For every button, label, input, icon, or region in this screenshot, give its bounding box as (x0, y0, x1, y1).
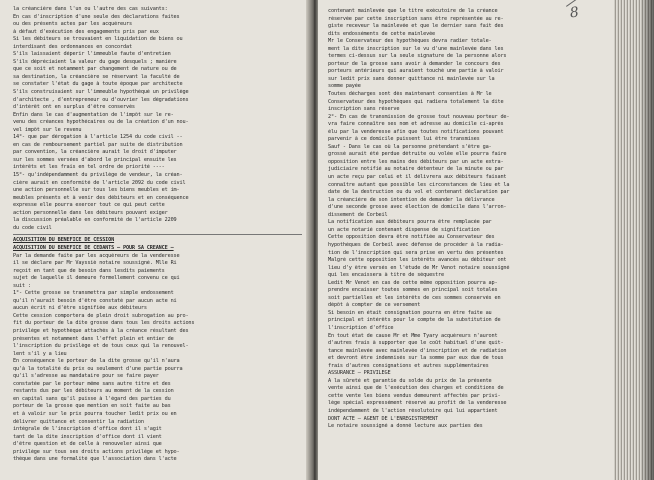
text-line: hypothèques de Corbeil avec défense de procéder à la radia- (328, 241, 504, 248)
text-line: Malgré cette opposition les intérêts avancés au débiteur ont (328, 257, 507, 264)
text-line: présentes et notamment dans l'effet plein et entier de (13, 335, 174, 342)
text-line: S'ils construisaient sur l'immeuble hypothéqué un privilège (13, 89, 189, 96)
text-line: Sauf - Dans le cas où la personne prétendant s'être ga- (328, 143, 492, 150)
text-line: d'architecte , d'entrepreneur ou d'ouvrier les dégradations (13, 96, 189, 103)
text-line: En tout état de cause Mr et Mme Tyary acquéreurs n'auront (328, 332, 498, 339)
text-line: la discussion préalable en conformité de l'article 2209 (13, 217, 177, 224)
text-line: ment la dite inscription sur le vu d'une mainlevée dans les (328, 45, 504, 52)
text-line: dits endosséments de cette mainlevée (328, 30, 436, 37)
text-line: lent s'il y a lieu (13, 350, 67, 357)
text-line: restants dus par les débiteurs au moment de la cession (13, 388, 174, 395)
text-line: sur les sommes versées d'abord le principal ensuite les (13, 156, 177, 163)
text-line: que ce soit et notamment par changement de nature ou de (13, 66, 177, 73)
text-line: élu par la venderesse afin que toutes notifications pouvant (328, 128, 504, 135)
text-line: qui les encaissera à titre de séquestre (328, 272, 444, 279)
text-line: tion de l'inscription qui sera prise en vertu des présentes (328, 249, 504, 256)
text-line: l'inscription d'office (328, 324, 394, 331)
text-line: En cas d'inscription d'une seule des déclarations faites (13, 13, 180, 20)
text-line: Mr le Conservateur des hypothèques devra radier totale- (328, 38, 492, 45)
text-line: suit : (13, 282, 31, 289)
text-line: en capital sans qu'il puisse à l'égard des parties du (13, 395, 171, 402)
text-line: qu'il n'aurait besoin d'être constaté par aucun acte ni (13, 297, 177, 304)
text-line: inscription sans réserve (328, 106, 400, 113)
text-line: réservée par cette inscription sans être représentée au re- (328, 15, 504, 22)
text-line: constatée par le porteur même sans autre titre et des (13, 380, 171, 387)
text-line: porteur de la grosse sans avoir à demander le concours des (328, 60, 501, 67)
text-line: porteur de la grosse que mention en soit faite au bas (13, 403, 171, 410)
text-line: tance mainlevée avec mainlevée d'inscription et de radiation (328, 347, 507, 354)
text-line: dissement de Corbeil (328, 211, 388, 218)
text-line: En conséquence le porteur de la dite grosse qu'il n'aura (13, 358, 180, 365)
text-line: Conservateur des hypothèques qui radiera totalement la dite (328, 98, 504, 105)
section-rule (13, 234, 302, 235)
text-line: la créancière dans l'un ou l'autre des cas suivants: (13, 6, 168, 12)
text-line: judiciaire notifié au notaire détenteur de la minute ou par (328, 166, 504, 173)
text-line: prendre encaisser toutes sommes en principal soit totales (328, 287, 498, 294)
text-line: il se déclare par Mr Vayssiè notaire soussigné. Mlle Ri (13, 260, 177, 267)
text-line: connaître autant que possible les circonstances de lieu et la (328, 181, 510, 188)
text-line: Cette opposition devra être notifiée au Conservateur des (328, 234, 495, 241)
text-line: lieu d'y être versés en l'étude de Mr Venot notaire soussigné (328, 264, 510, 271)
text-line: 14°- que par dérogation à l'article 1254 du code civil -- (13, 134, 183, 141)
text-line: soit partielles et les intérêts de ces sommes conservés en (328, 294, 501, 301)
text-line: intérêts et les frais en tel ordre de priorité ---- (13, 164, 165, 171)
text-line: par convention, la créancière aurait le droit d'imputer (13, 149, 177, 156)
text-line: reçoit en tant que de besoin dans lesdits paiements (13, 267, 165, 274)
text-line: Cette cession comportera de plein droit subrogation au pro- (13, 312, 189, 319)
text-line: lège spécial expressément réservé au profit de la venderesse (328, 400, 507, 407)
text-line: fit du porteur de la dite grosse dans tous les droits actions (13, 320, 195, 327)
text-line: Si les débiteurs se trouvaient en liquidation de biens ou (13, 36, 183, 43)
text-line: vel impôt sur le revenu (13, 126, 82, 133)
left-page (0, 0, 310, 480)
text-line: venu des créances hypothécaires ou de la création d'un nou- (13, 119, 189, 126)
text-line: cette vente les biens vendus demeurent affectés par privi- (328, 392, 501, 399)
text-line: tant de la dite inscription d'office dont il vient (13, 433, 162, 440)
text-line: parvenir à ce domicile puissent lui être transmises (328, 136, 480, 143)
text-line: indépendamment de l'action résolutoire qui lui appartient (328, 407, 498, 414)
text-line: frais d'autres consignations et autres supplémentaires (328, 362, 489, 369)
text-line: meubles présents et à venir des débiteurs et en conséquence (13, 194, 189, 201)
text-line: ou des présents actes par les acquéreurs (13, 21, 132, 28)
text-line: d'intérêt ont en surplus d'être conservés (13, 104, 135, 111)
text-line: sujet de laquelle il demeure formellement convenu ce qui (13, 275, 180, 282)
text-line: d'être question et de celle à renouveler ainsi que (13, 441, 162, 448)
text-line: un acte notarié contenant dispense de signification (328, 226, 480, 233)
text-line: S'ils laissaient déperir l'immeuble faute d'entretien (13, 51, 171, 58)
text-line: qu'il s'adresse au mandataire pour se faire payer (13, 373, 159, 380)
text-line: action personnelle dans les débiteurs pouvant exiger (13, 209, 168, 216)
folio-number: 8 (568, 4, 580, 22)
text-line: délivrer quittance et consentir la radiation (13, 418, 144, 425)
text-line: sa destination, la créancière se réservant la faculté de (13, 73, 180, 80)
right-page (318, 0, 614, 480)
text-line: un acte reçu par celui et il délivrera aux débiteurs faisant (328, 174, 507, 181)
text-line: S'ils dépréciaient la valeur du gage desquels ; manière (13, 58, 177, 65)
text-line: principal et intérêts pour le compte de la substitution de (328, 317, 501, 324)
text-line: 2°- En cas de transmission de grosse tout nouveau porteur de- (328, 113, 510, 120)
text-line: Si besoin en était consignation pourra en être faite au (328, 309, 492, 316)
text-line: à défaut d'exécution des engagements pris par eux (13, 28, 159, 35)
page-edges-shadow (640, 0, 654, 480)
text-line: interdisant des ordonnances en concordat (13, 43, 132, 50)
text-line: privilège sur tous ses droits actions privilège et hypo- (13, 448, 180, 455)
text-line: en cas de remboursement partiel par suite de distribution (13, 141, 183, 148)
text-line: d'autres frais à supporter que le coût habituel d'une quit- (328, 340, 504, 347)
text-line: opposition entre les mains des débiteurs par un acte extra- (328, 158, 504, 165)
text-line: se constater l'état du gage à toute époque par architecte (13, 81, 183, 88)
text-line: du code civil (13, 224, 52, 231)
text-line: 15°- qu'indépendamment du privilège de vendeur, la créan- (13, 172, 183, 179)
text-line: privilège et hypothèque attachés à la créance résultant des (13, 327, 189, 334)
text-line: contenant mainlevée que le titre exécutoire de la créance (328, 8, 498, 14)
text-line: qu'à la totalité du prix ou seulement d'une partie pourra (13, 365, 183, 372)
text-line: une action personnelle sur tous les biens meubles et im- (13, 187, 180, 194)
text-line: sur ledit prix sans donner quittance ni mainlevée sur la (328, 75, 495, 82)
text-line: ASSURANCE — PRIVILÈGE (328, 370, 391, 377)
text-line: aucun écrit ni d'être signifiée aux débiteurs (13, 305, 147, 312)
text-line: DONT ACTE — AGENT DE L'ENREGISTREMENT (328, 415, 439, 422)
text-line: grossé aurait été perdue détruite ou volée elle pourra faire (328, 151, 507, 158)
text-line: date de la destruction ou du vol et contenant déclaration par (328, 189, 510, 196)
text-line: cière aurait en conformité de l'article 2092 du code civil (13, 179, 186, 186)
text-line: termes ci-dessus sur la seule signature de la personne alors (328, 53, 507, 60)
text-line: somme payée (328, 83, 361, 90)
section-subheading: ACQUISITION DU BÉNÉFICE DE CÉDANTS — POUR SA CRÉANCE — (13, 244, 174, 251)
text-line: Le notaire soussigné a donné lecture aux parties des (328, 423, 483, 430)
text-line: expresse elle pourra exercer tout ce qui peut cette (13, 202, 165, 209)
text-line: et devront être indemnisés sur la somme par eux due de tous (328, 355, 504, 362)
text-line: giste receveur la mainlevée et que le dernier sans fait des (328, 23, 504, 30)
text-line: 1°- Cette grosse se transmettra par simple endossement (13, 290, 174, 297)
text-line: l'inscription du privilège et de tous ceux qui la renouvel- (13, 343, 189, 350)
section-heading: ACQUISITION DU BÉNÉFICE DE CESSION (13, 237, 115, 244)
text-line: et à valoir sur le prix pourra toucher ledit prix ou en (13, 410, 177, 417)
text-line: Toutes décharges sont dès maintenant consenties à Mr le (328, 91, 492, 98)
text-line: vente ainsi que de l'exécution des charges et conditions de (328, 385, 504, 392)
text-line: vra faire connaître ses nom et adresse au domicile ci-après (328, 121, 504, 128)
text-line: porteurs antérieurs qui auraient touché une partie à valoir (328, 68, 504, 75)
text-line: Par la demande faite par les acquéreurs de la venderesse (13, 252, 180, 259)
text-line: A la sûreté et garantie du solde du prix de la présente (328, 377, 492, 384)
text-line: d'une seconde grosse avec élection de domicile dans l'arron- (328, 204, 507, 211)
text-line: Enfin dans le cas d'augmentation de l'impôt sur le re- (13, 111, 174, 118)
text-line: la créancière de son intention de demander la délivrance (328, 196, 495, 203)
text-line: thèque dans une formalité que l'association dans l'acte (13, 456, 177, 463)
text-line: La notification aux débiteurs pourra être remplacée par (328, 219, 492, 226)
text-line: dépôt à compter de ce versement (328, 302, 421, 309)
text-line: intégrale de l'inscription d'office dont il s'agit (13, 426, 162, 433)
text-line: Ledit Mr Venot en cas de cette même opposition pourra ap- (328, 279, 498, 286)
